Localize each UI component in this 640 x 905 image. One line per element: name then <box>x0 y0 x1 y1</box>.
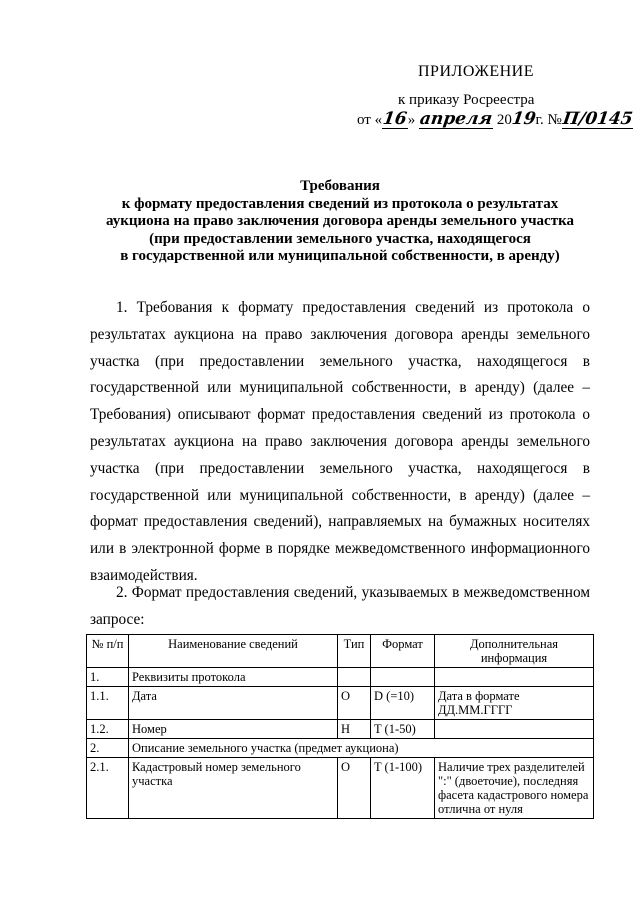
table-row <box>87 758 594 819</box>
cell-name: Номер <box>129 720 338 739</box>
requirements-table <box>86 634 594 819</box>
paragraph-2: 2. Формат предоставления сведений, указываемых в межведомственном запросе: <box>90 584 590 628</box>
table-row <box>87 668 594 687</box>
table-header-row <box>87 635 594 668</box>
title-line: аукциона на право заключения договора аренды земельного участка <box>105 213 574 229</box>
cell-name: Дата <box>129 687 338 720</box>
header-format: Формат <box>371 635 435 668</box>
order-reference: к приказу Росреестра <box>398 92 535 108</box>
handwritten-day: 16 <box>381 109 409 129</box>
header-info: Дополнительная информация <box>435 635 594 668</box>
table-row <box>87 720 594 739</box>
date-close: » <box>407 112 416 128</box>
cell-format: D (=10) <box>371 687 435 720</box>
handwritten-order-number: П/0145 <box>561 109 634 129</box>
cell-type: Н <box>338 720 371 739</box>
cell-number: 1.2. <box>87 720 129 739</box>
number-label: г. № <box>535 112 562 128</box>
cell-type: О <box>338 687 371 720</box>
paragraph-1: 1. Требования к формату предоставления сведений из протокола о результатах аукциона на право заключения договора аренды земельного участка (при предоставлении земельного участка, находящегося в государственной или муниципальной собственности, в аренду) (далее – Требования) описывают формат предоставления сведений из протокола о результатах аукциона на право заключения договора аренды земельного участка (при предоставлении земельного участка, находящегося в государственной или муниципальной собственности, в аренду) (далее – формат предоставления сведений), направляемых на бумажных носителях или в электронной форме в порядке межведомственного информационного взаимодействия. <box>90 299 590 584</box>
cell-info <box>435 720 594 739</box>
cell-format: T (1-50) <box>371 720 435 739</box>
cell-name: Реквизиты протокола <box>129 668 338 687</box>
cell-type <box>338 668 371 687</box>
table-row <box>87 687 594 720</box>
header-name: Наименование сведений <box>129 635 338 668</box>
document-title <box>90 178 590 266</box>
year-prefix: 20 <box>496 112 512 128</box>
cell-info <box>435 668 594 687</box>
handwritten-year: 19 <box>510 109 537 129</box>
title-line: в государственной или муниципальной собственности, в аренду) <box>120 248 560 264</box>
cell-name: Кадастровый номер земельного участка <box>129 758 338 819</box>
cell-type: О <box>338 758 371 819</box>
header-type: Тип <box>338 635 371 668</box>
title-line: Требования <box>300 178 380 194</box>
cell-number: 1. <box>87 668 129 687</box>
order-date-line <box>357 109 633 129</box>
cell-format: T (1-100) <box>371 758 435 819</box>
cell-section-title: Описание земельного участка (предмет аукциона) <box>129 739 594 758</box>
header-number: № п/п <box>87 635 129 668</box>
title-line: (при предоставлении земельного участка, находящегося <box>149 230 531 247</box>
date-prefix: от « <box>357 112 383 128</box>
title-line: к формату предоставления сведений из протокола о результатах <box>121 195 559 212</box>
cell-format <box>371 668 435 687</box>
table-row <box>87 739 594 758</box>
appendix-label: ПРИЛОЖЕНИЕ <box>418 63 535 80</box>
cell-info: Дата в формате ДД.ММ.ГГГГ <box>435 687 594 720</box>
cell-number: 1.1. <box>87 687 129 720</box>
handwritten-month: апреля <box>418 109 494 129</box>
cell-info: Наличие трех разделителей ":" (двоеточие), последняя фасета кадастрового номера отлична от нуля <box>435 758 594 819</box>
cell-number: 2.1. <box>87 758 129 819</box>
cell-number: 2. <box>87 739 129 758</box>
